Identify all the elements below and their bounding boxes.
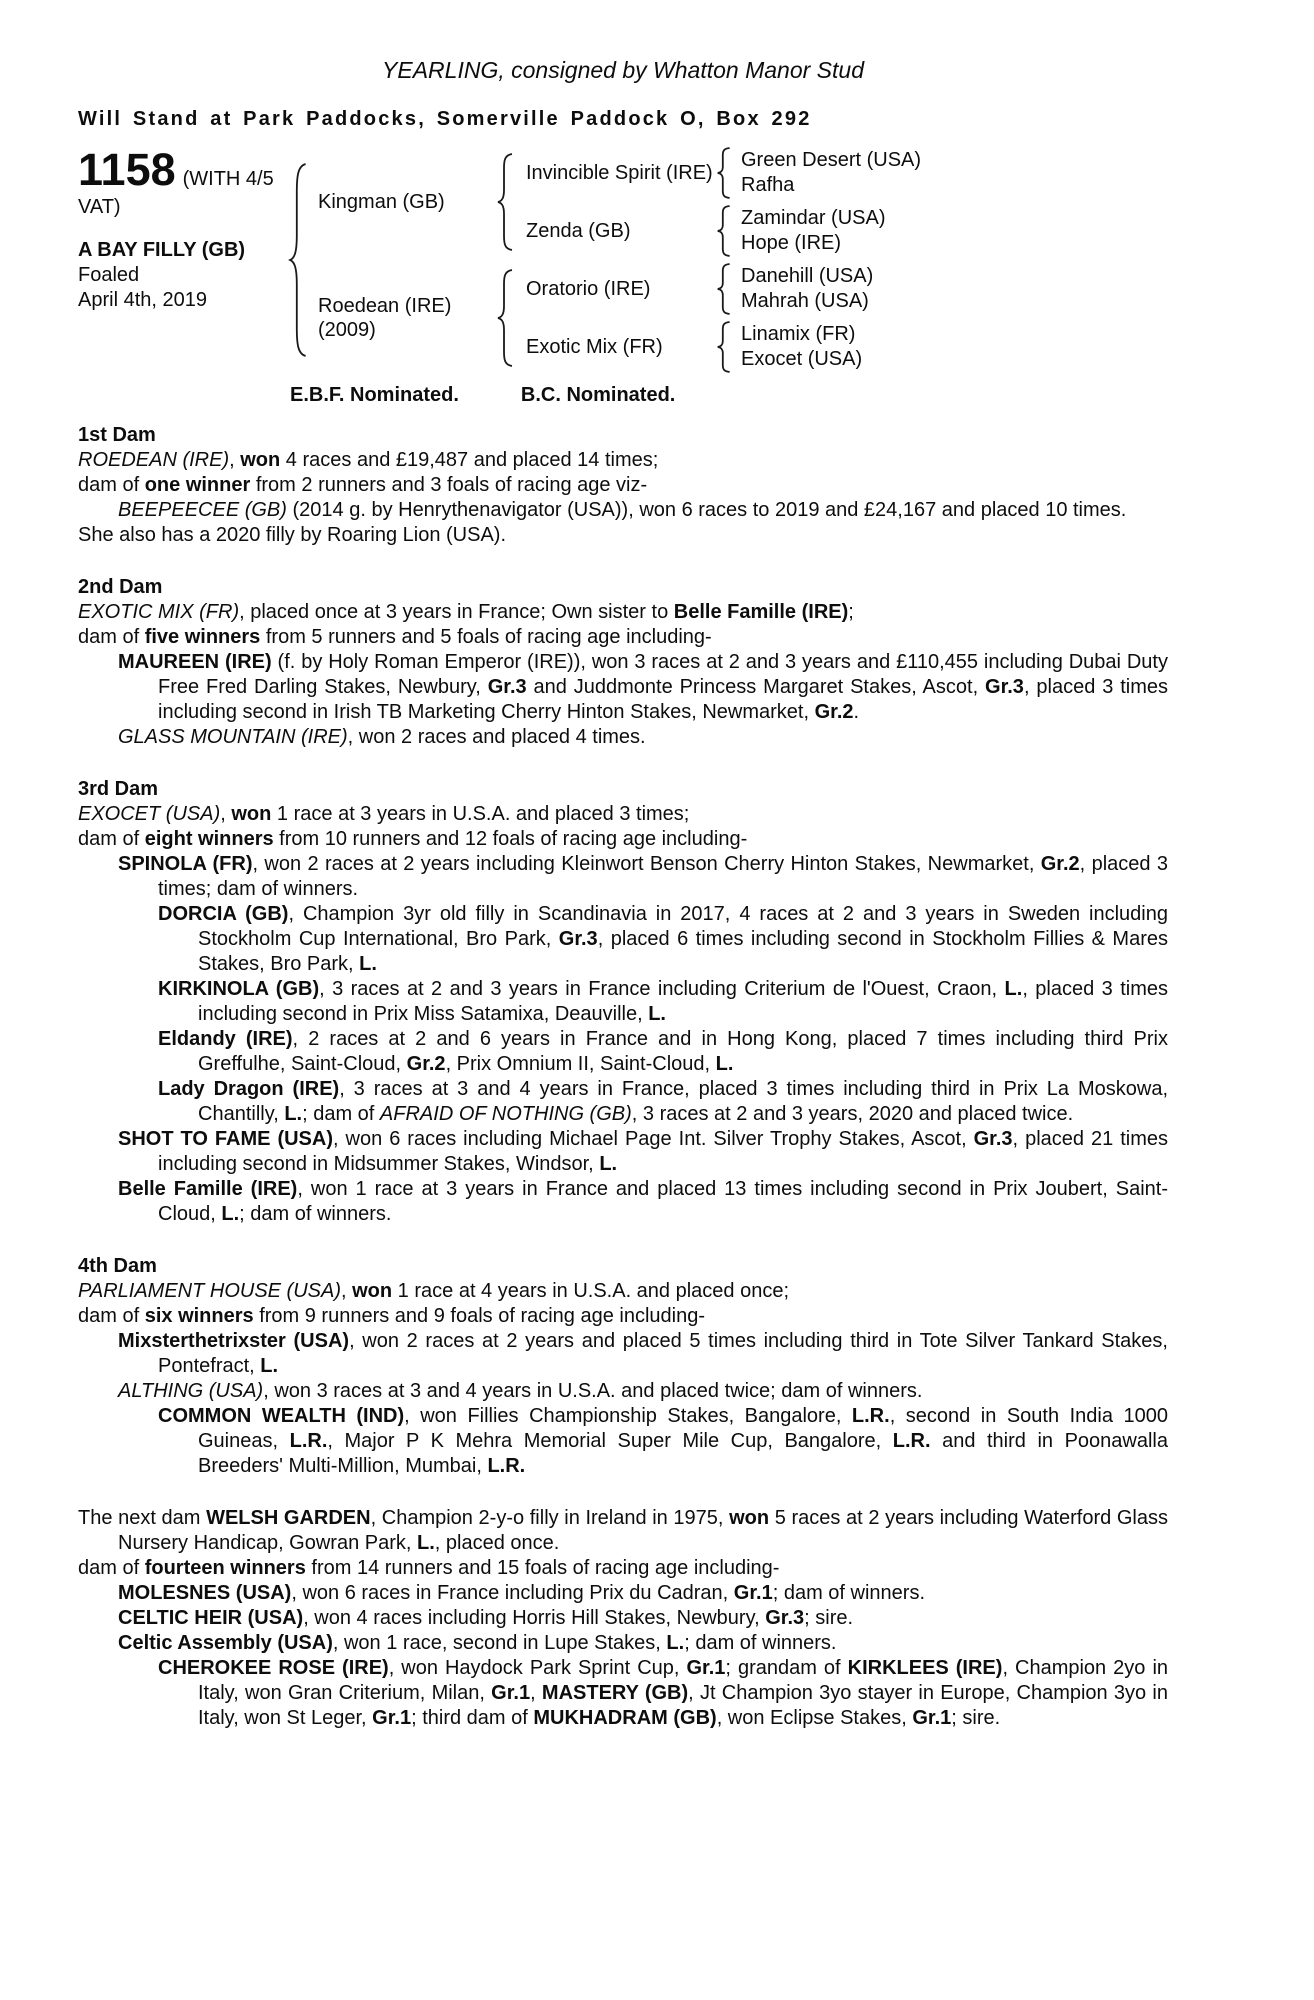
pedigree-paragraph: DORCIA (GB), Champion 3yr old filly in Scandinavia in 2017, 4 races at 2 and 3 years in Sweden including Stockholm Cup International, Bro Park, Gr.3, placed 6 times including second in Stockholm Fillies & Mares Stakes, Bro Park, L. xyxy=(158,903,1169,975)
section-heading: 2nd Dam xyxy=(78,576,163,598)
pedigree-paragraph: KIRKINOLA (GB), 3 races at 2 and 3 years in France including Criterium de l'Ouest, Craon, L., placed 3 times including second in Prix Miss Satamixa, Deauville, L. xyxy=(158,978,1168,1025)
pedigree-paragraph: ALTHING (USA), won 3 races at 3 and 4 years in U.S.A. and placed twice; dam of winners. xyxy=(118,1380,923,1402)
sire-dam-name: Zenda (GB) xyxy=(526,220,631,242)
pedigree-paragraph: Lady Dragon (IRE), 3 races at 3 and 4 years in France, placed 3 times including third in Prix La Moskowa, Chantilly, L.; dam of AFRAID OF NOTHING (GB), 3 races at 2 and 3 years, 2020 and placed twice. xyxy=(158,1078,1169,1125)
dam-section xyxy=(78,423,1168,548)
pedigree-paragraph: ROEDEAN (IRE), won 4 races and £19,487 and placed 14 times; xyxy=(78,449,659,471)
dam-section xyxy=(78,777,1168,1227)
sire-name: Kingman (GB) xyxy=(318,191,445,213)
great-grandsire-name: Linamix (FR) xyxy=(741,323,856,345)
pedigree-paragraph: SPINOLA (FR), won 2 races at 2 years including Kleinwort Benson Cherry Hinton Stakes, Newmarket, Gr.2, placed 3 times; dam of winners. xyxy=(118,853,1168,900)
sire-sire-group xyxy=(516,147,1168,199)
dam-half xyxy=(310,260,1168,376)
pedigree-paragraph: MAUREEN (IRE) (f. by Holy Roman Emperor (IRE)), won 3 races at 2 and 3 years and £110,455 including Dubai Duty Free Fred Darling Stakes, Newbury, Gr.3 and Juddmonte Princess Margaret Stakes, Ascot, Gr.3, placed 3 times including second in Irish TB Marketing Cherry Hinton Stakes, Newmarket, Gr.2. xyxy=(118,651,1168,723)
sire-sire-name: Invincible Spirit (IRE) xyxy=(526,162,713,184)
dam-name-cell xyxy=(310,294,496,342)
great-granddam-name: Hope (IRE) xyxy=(741,232,842,254)
sire-dam-group xyxy=(516,205,1168,257)
lot-description xyxy=(78,144,288,376)
sire-half xyxy=(310,144,1168,260)
pedigree-paragraph: dam of one winner from 2 runners and 3 foals of racing age viz- xyxy=(78,474,648,496)
pedigree-brace-icon xyxy=(716,147,733,199)
bc-nomination: B.C. Nominated. xyxy=(520,384,676,406)
pedigree-paragraph: EXOTIC MIX (FR), placed once at 3 years in France; Own sister to Belle Famille (IRE); xyxy=(78,601,854,623)
pedigree-paragraph: dam of five winners from 5 runners and 5 foals of racing age including- xyxy=(78,626,712,648)
sections xyxy=(78,423,1168,1731)
pedigree-brace-icon xyxy=(716,321,733,373)
pedigree-paragraph: dam of fourteen winners from 14 runners and 15 foals of racing age including- xyxy=(78,1557,780,1579)
pedigree-paragraph: Belle Famille (IRE), won 1 race at 3 years in France and placed 13 times including second in Prix Joubert, Saint-Cloud, L.; dam of winners. xyxy=(118,1178,1169,1225)
dam-sire-name: Oratorio (IRE) xyxy=(526,278,651,300)
great-grandsire-name: Zamindar (USA) xyxy=(741,207,886,229)
foal-date: April 4th, 2019 xyxy=(78,289,207,311)
dam-dam-name: Exotic Mix (FR) xyxy=(526,336,663,358)
dam-year: (2009) xyxy=(318,319,376,341)
dam-section xyxy=(78,1254,1168,1479)
pedigree-paragraph: Mixsterthetrixster (USA), won 2 races at 2 years and placed 5 times including third in Tote Silver Tankard Stakes, Pontefract, L. xyxy=(118,1330,1168,1377)
great-grandsire-name: Danehill (USA) xyxy=(741,265,874,287)
pedigree-brace-icon xyxy=(716,205,733,257)
pedigree-paragraph: dam of eight winners from 10 runners and 12 foals of racing age including- xyxy=(78,828,748,850)
vat-note-line2: VAT) xyxy=(78,196,121,218)
pedigree-paragraph: Eldandy (IRE), 2 races at 2 and 6 years in France and in Hong Kong, placed 7 times including third Prix Greffulhe, Saint-Cloud, Gr.2, Prix Omnium II, Saint-Cloud, L. xyxy=(158,1028,1168,1075)
dam-section xyxy=(78,1506,1168,1731)
section-heading: 4th Dam xyxy=(78,1255,157,1277)
dam-section xyxy=(78,575,1168,750)
pedigree-brace-icon xyxy=(716,263,733,315)
pedigree-paragraph: The next dam WELSH GARDEN, Champion 2-y-o filly in Ireland in 1975, won 5 races at 2 years including Waterford Glass Nursery Handicap, Gowran Park, L., placed once. xyxy=(78,1507,1168,1554)
pedigree-brace-icon xyxy=(496,152,516,252)
pedigree-paragraph: BEEPEECEE (GB) (2014 g. by Henrythenavigator (USA)), won 6 races to 2019 and £24,167 and placed 10 times. xyxy=(118,499,1127,521)
great-granddam-name: Rafha xyxy=(741,174,795,196)
consignor-title: YEARLING, consigned by Whatton Manor Stud xyxy=(382,57,864,83)
lot-number: 1158 xyxy=(78,144,176,195)
dam-dam-group xyxy=(516,321,1168,373)
vat-note-line1: (WITH 4/5 xyxy=(182,168,274,190)
pedigree-paragraph: MOLESNES (USA), won 6 races in France including Prix du Cadran, Gr.1; dam of winners. xyxy=(118,1582,926,1604)
nominations-row xyxy=(78,382,1168,408)
pedigree-paragraph: Celtic Assembly (USA), won 1 race, second in Lupe Stakes, L.; dam of winners. xyxy=(118,1632,837,1654)
dam-name: Roedean (IRE) xyxy=(318,295,452,317)
pedigree-paragraph: COMMON WEALTH (IND), won Fillies Championship Stakes, Bangalore, L.R., second in South India 1000 Guineas, L.R., Major P K Mehra Memorial Super Mile Cup, Bangalore, L.R. and third in Poonawalla Breeders' Multi-Million, Mumbai, L.R. xyxy=(158,1405,1168,1477)
pedigree-brace-icon xyxy=(288,160,310,360)
foaled-label: Foaled xyxy=(78,264,140,286)
pedigree-brace-icon xyxy=(496,268,516,368)
pedigree-tree xyxy=(288,144,1168,376)
horse-description: A BAY FILLY (GB) xyxy=(78,239,246,261)
dam-sire-group xyxy=(516,263,1168,315)
great-grandsire-name: Green Desert (USA) xyxy=(741,149,922,171)
pedigree-paragraph: dam of six winners from 9 runners and 9 foals of racing age including- xyxy=(78,1305,706,1327)
section-heading: 1st Dam xyxy=(78,424,156,446)
section-heading: 3rd Dam xyxy=(78,778,159,800)
pedigree-paragraph: PARLIAMENT HOUSE (USA), won 1 race at 4 years in U.S.A. and placed once; xyxy=(78,1280,790,1302)
pedigree-paragraph: She also has a 2020 filly by Roaring Lion (USA). xyxy=(78,524,507,546)
pedigree-paragraph: GLASS MOUNTAIN (IRE), won 2 races and placed 4 times. xyxy=(118,726,646,748)
great-granddam-name: Mahrah (USA) xyxy=(741,290,869,312)
pedigree-paragraph: CELTIC HEIR (USA), won 4 races including Horris Hill Stakes, Newbury, Gr.3; sire. xyxy=(118,1607,854,1629)
pedigree-paragraph: CHEROKEE ROSE (IRE), won Haydock Park Sprint Cup, Gr.1; grandam of KIRKLEES (IRE), Champion 2yo in Italy, won Gran Criterium, Milan, Gr.1, MASTERY (GB), Jt Champion 3yo stayer in Europe, Champion 3yo in Italy, won St Leger, Gr.1; third dam of MUKHADRAM (GB), won Eclipse Stakes, Gr.1; sire. xyxy=(158,1657,1169,1729)
pedigree-paragraph: EXOCET (USA), won 1 race at 3 years in U.S.A. and placed 3 times; xyxy=(78,803,690,825)
great-granddam-name: Exocet (USA) xyxy=(741,348,863,370)
pedigree-table xyxy=(78,144,1168,376)
stand-location-line: Will Stand at Park Paddocks, Somerville Paddock O, Box 292 xyxy=(78,108,812,130)
ebf-nomination: E.B.F. Nominated. xyxy=(290,384,459,406)
pedigree-paragraph: SHOT TO FAME (USA), won 6 races including Michael Page Int. Silver Trophy Stakes, Ascot, Gr.3, placed 21 times including second in Midsummer Stakes, Windsor, L. xyxy=(118,1128,1168,1175)
